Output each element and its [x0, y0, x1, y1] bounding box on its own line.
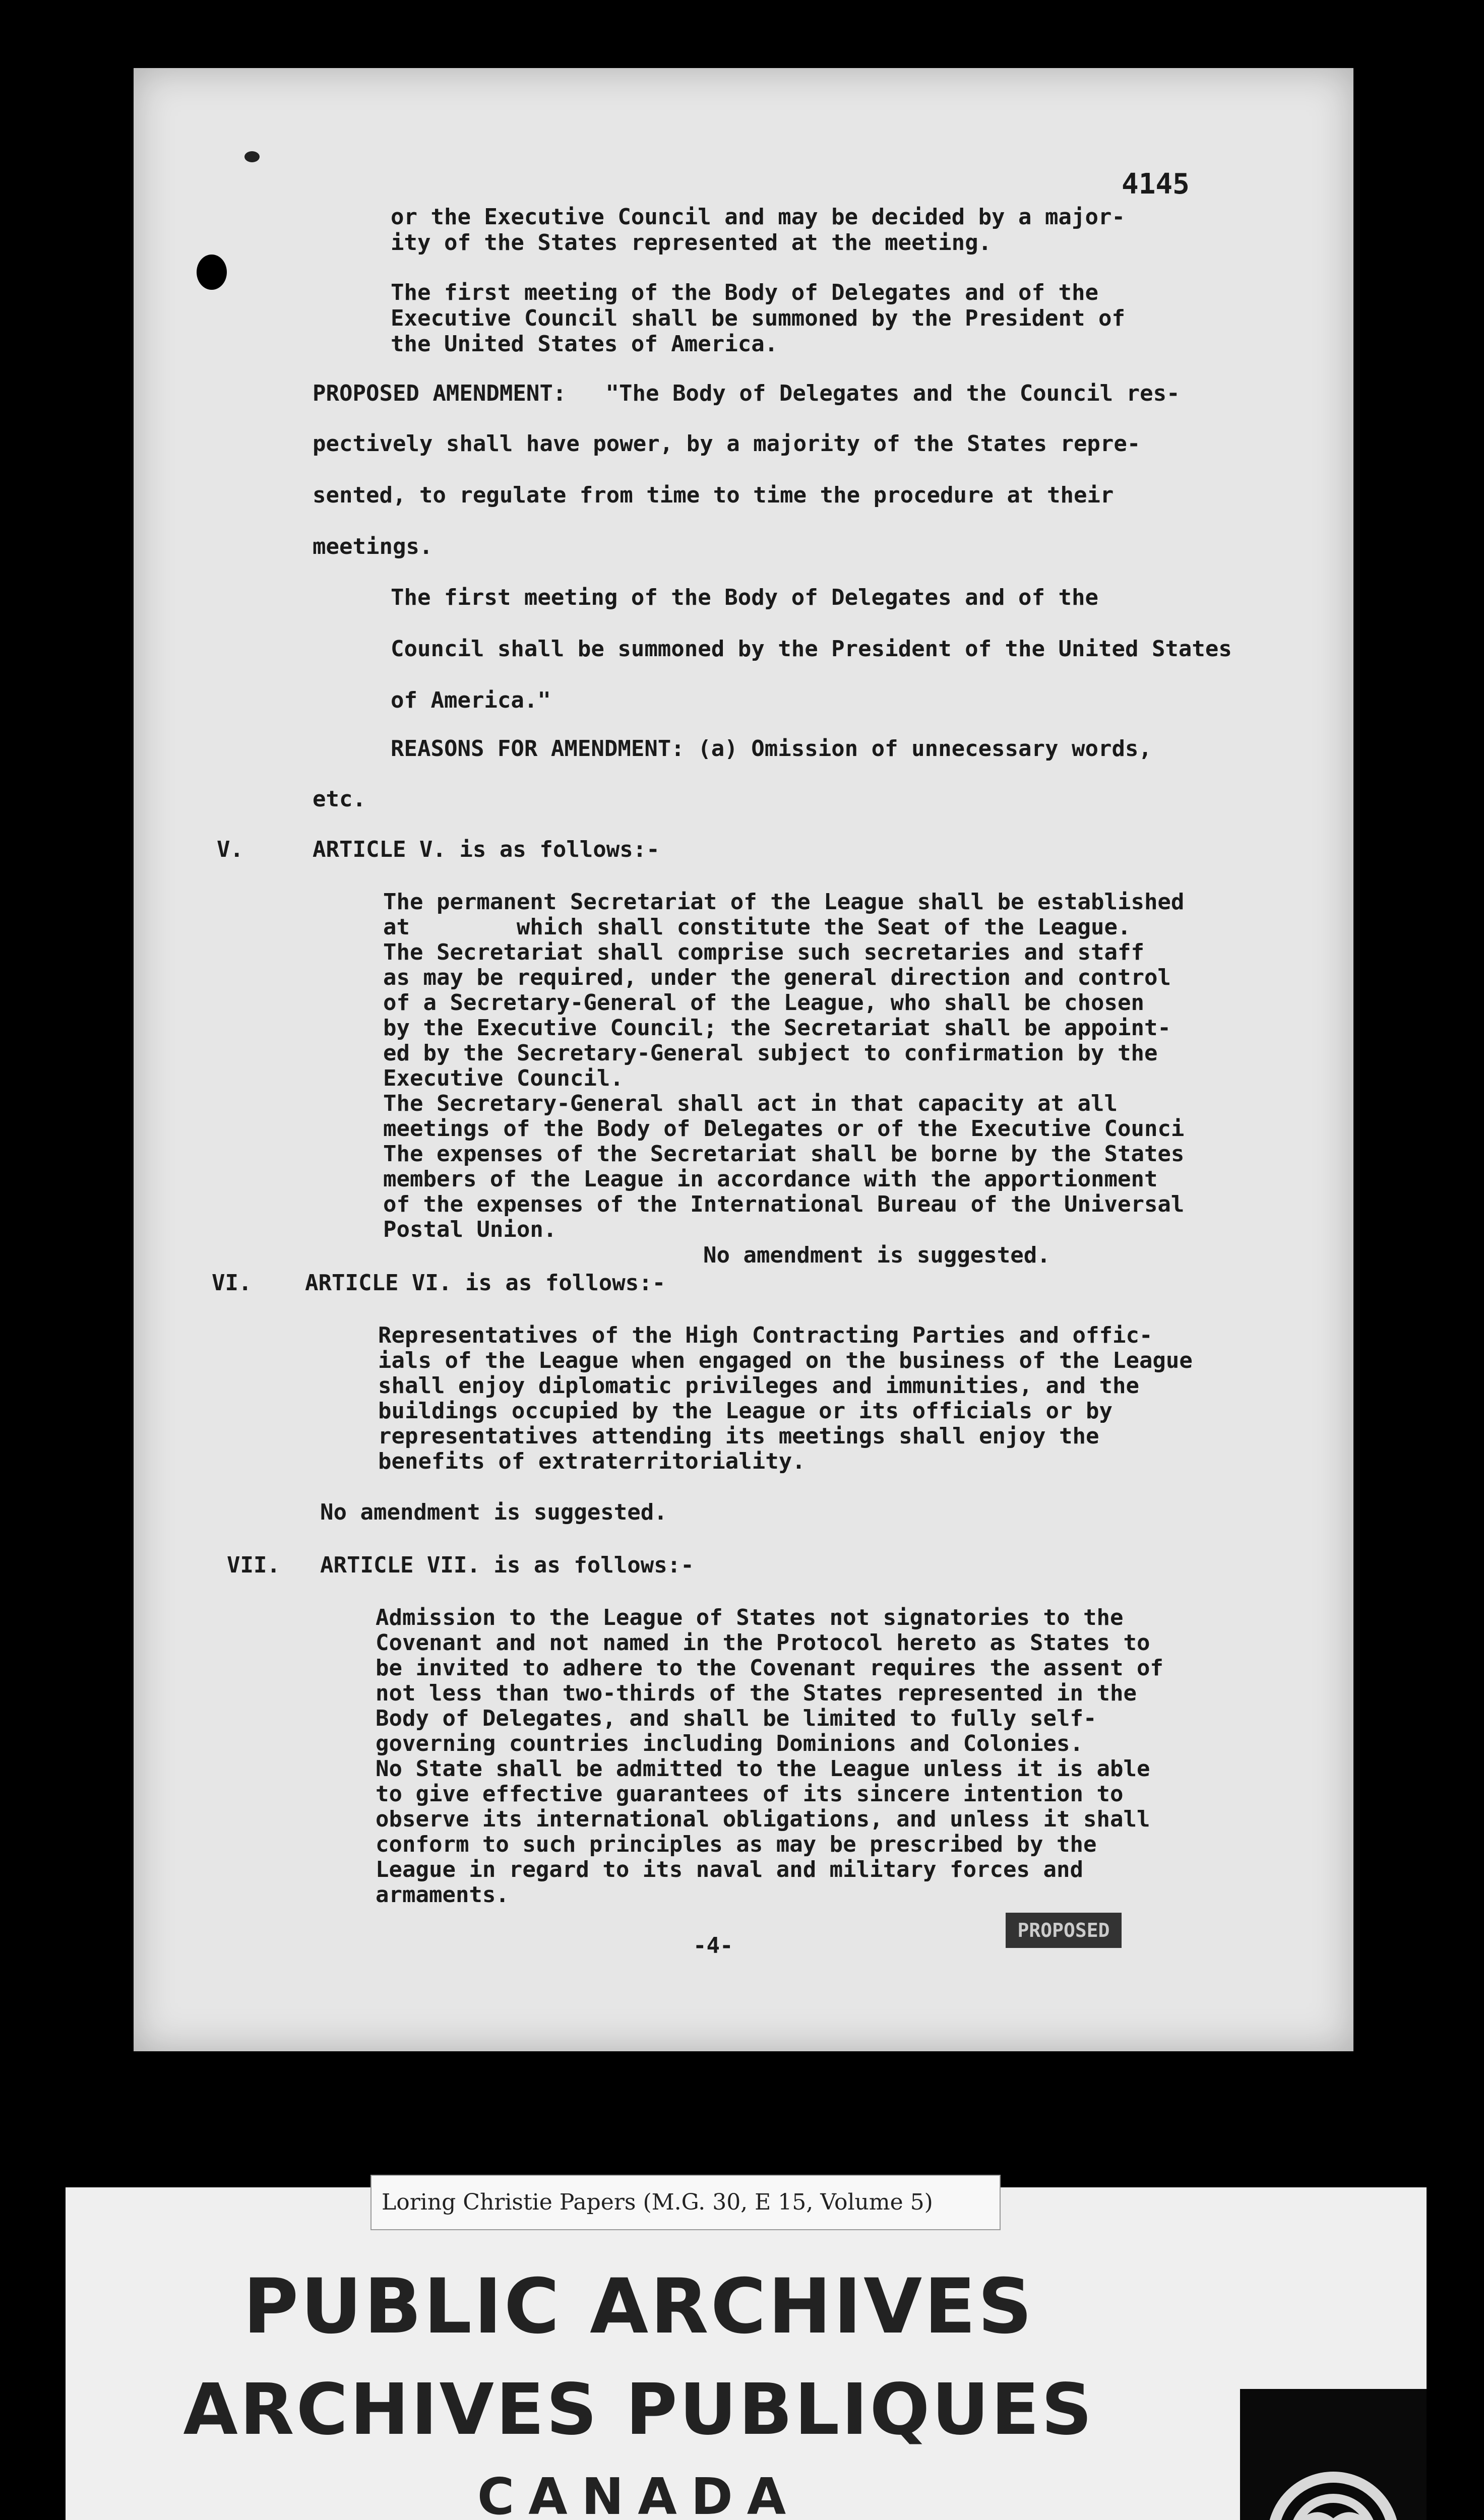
archive-title-fr: ARCHIVES PUBLIQUES [183, 2369, 1094, 2451]
section-7-heading: ARTICLE VII. is as follows:- [320, 1552, 694, 1578]
ink-mark [244, 151, 260, 162]
section-7-body: Admission to the League of States not signatories to the Covenant and not named in the Protocol hereto as States to be invited to adhere to the Covenant requires the assent of not less than two-thirds of the States represented in the Body of Delegates, and shall be limited to fully self- governing countries including Dominions and Colonies. No State shall be admitted to the League unless it is able to give effective guarantees of its sincere intention to observe its international obligations, and unless it shall conform to such principles as may be prescribed by the League in regard to its naval and military forces and armaments. [376, 1605, 1163, 1908]
archive-title-en: PUBLIC ARCHIVES [243, 2263, 1034, 2351]
archives-canada-logo-icon [1240, 2389, 1427, 2520]
section-6-number: VI. [212, 1270, 252, 1296]
document-page [134, 68, 1353, 2051]
section-6-heading: ARTICLE VI. is as follows:- [305, 1270, 666, 1296]
ink-blot [197, 255, 227, 290]
section-7-number: VII. [227, 1552, 280, 1578]
catchword-stamp: PROPOSED [1006, 1913, 1122, 1948]
reasons-continued: etc. [313, 786, 366, 812]
section-5-note: No amendment is suggested. [703, 1242, 1050, 1268]
reference-label: Loring Christie Papers (M.G. 30, E 15, Volume 5) [370, 2175, 1001, 2230]
amendment-label: PROPOSED AMENDMENT: [313, 381, 567, 406]
page-number: 4145 [1122, 168, 1190, 201]
amendment-text: pectively shall have power, by a majority of the States repre- sented, to regulate from time to time the procedure at their meetings. [313, 431, 1141, 559]
section-6-note: No amendment is suggested. [320, 1499, 667, 1525]
amendment-line-1: "The Body of Delegates and the Council res- [592, 381, 1180, 406]
section-6-body: Representatives of the High Contracting Parties and offic- ials of the League when engaged on the business of the League shall enjoy diplomatic privileges and immunities, and the buildings occupied by the League or its officials or by representatives attending its meetings shall enjoy the benefits of extraterritoriality. [378, 1322, 1193, 1474]
amendment-paragraph-2: The first meeting of the Body of Delegates and of the Council shall be summoned by the President of the United States of America." [391, 585, 1232, 713]
section-5-body: The permanent Secretariat of the League shall be established at which shall constitute the Seat of the League. The Secretariat shall comprise such secretaries and staff as may be required, under the general direction and control of a Secretary-General of the League, who shall be chosen by the Executive Council; the Secretariat shall be appoint- ed by the Secretary-General subject to confirmation by the Executive Council. The Secretary-General shall act in that capacity at all meetings of the Body of Delegates or of the Executive Counci The expenses of the Secretariat shall be borne by the States members of the League in accordance with the apportionment of the expenses of the International Bureau of the Universal Postal Union. [383, 889, 1185, 1242]
reasons-for-amendment: REASONS FOR AMENDMENT: (a) Omission of unnecessary words, [391, 736, 1152, 762]
archive-country: CANADA [477, 2467, 800, 2520]
paragraph-1: or the Executive Council and may be decided by a major- ity of the States represented at the meeting. [391, 204, 1125, 256]
paragraph-2: The first meeting of the Body of Delegates and of the Executive Council shall be summoned by the President of the United States of America. [391, 280, 1125, 357]
section-5-number: V. [217, 837, 243, 862]
section-5-heading: ARTICLE V. is as follows:- [313, 837, 660, 862]
footer-page-number: -4- [693, 1933, 733, 1959]
